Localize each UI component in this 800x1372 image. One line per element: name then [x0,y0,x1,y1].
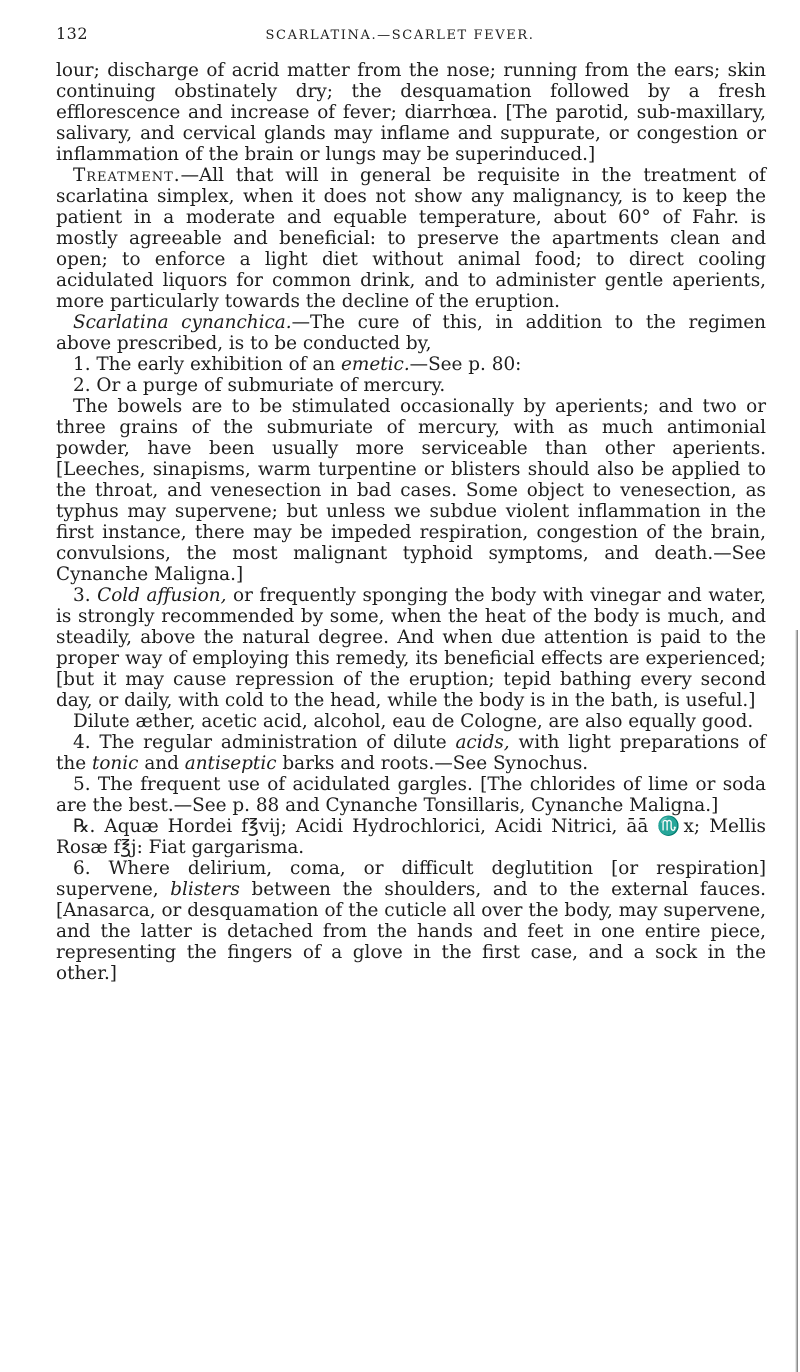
paragraph-scarlatina-cynanchica: Scarlatina cynanchica.—The cure of this, in addition to the regimen above prescribed, is to be conducted by, [56,312,766,354]
list-item-2: 2. Or a purge of submuriate of mercury. [73,375,446,396]
prescription: ℞. Aquæ Hordei f℥vij; Acidi Hydrochlorici, Acidi Nitrici, āā ♏x; Mellis Rosæ f℥j: Fiat gargarisma. [56,816,766,858]
list-item-4: 4. The regular administration of dilute acids, with light preparations of the tonic and antiseptic barks and roots.—See Synochus. [56,732,766,774]
list-item-1: 1. The early exhibition of an emetic.—See p. 80: [73,354,522,375]
paragraph-dilute-aether: Dilute æther, acetic acid, alcohol, eau de Cologne, are also equally good. [73,711,754,732]
list-item-5: 5. The frequent use of acidulated gargles. [The chlorides of lime or soda are the best.—See p. 88 and Cynanche Tonsillaris, Cynanche Maligna.] [56,774,766,816]
paragraph-symptoms: lour; discharge of acrid matter from the nose; running from the ears; skin continuing obstinately dry; the desquamation followed by a fresh efflorescence and increase of fever; diarrhœa. [The parotid, sub-maxillary, salivary, and cervical glands may inflame and suppurate, or congestion or inflammation of the brain or lungs may be superinduced.] [56,60,766,165]
page-number: 132 [56,24,89,43]
body-text [56,60,766,984]
paragraph-bowels: The bowels are to be stimulated occasionally by aperients; and two or three grains of the submuriate of mercury, with as much antimonial powder, have been usually more serviceable than other aperients. [Leeches, sinapisms, warm turpentine or blisters should also be applied to the throat, and venesection in bad cases. Some object to venesection, as typhus may supervene; but unless we subdue violent inflammation in the first instance, there may be impeded respiration, congestion of the brain, convulsions, the most malignant typhoid symptoms, and death.—See Cynanche Maligna.] [56,396,766,585]
list-item-3: 3. Cold affusion, or frequently sponging the body with vinegar and water, is strongly recommended by some, when the heat of the body is much, and steadily, above the natural degree. And when due attention is paid to the proper way of employing this remedy, its beneficial effects are experienced; [but it may cause repression of the eruption; tepid bathing every second day, or daily, with cold to the head, while the body is in the bath, is useful.] [56,585,766,711]
treatment-heading: Treatment. [73,165,181,186]
cynanchica-heading: Scarlatina cynanchica. [73,312,292,333]
list-item-6: 6. Where delirium, coma, or difficult deglutition [or respiration] supervene, blisters between the shoulders, and to the external fauces. [Anasarca, or desquamation of the cuticle all over the body, may supervene, and the latter is detached from the hands and feet in one entire piece, representing the fingers of a glove in the first case, and a sock in the other.] [56,858,766,984]
paragraph-treatment: Treatment.—All that will in general be requisite in the treatment of scarlatina simplex, when it does not show any malignancy, is to keep the patient in a moderate and equable temperature, about 60° of Fahr. is mostly agreeable and beneficial: to preserve the apartments clean and open; to enforce a light diet without animal food; to direct cooling acidulated liquors for common drink, and to administer gentle aperients, more particularly towards the decline of the eruption. [56,165,766,312]
running-head: SCARLATINA.—SCARLET FEVER. [265,28,535,43]
scan-shadow-edge [795,630,798,1372]
